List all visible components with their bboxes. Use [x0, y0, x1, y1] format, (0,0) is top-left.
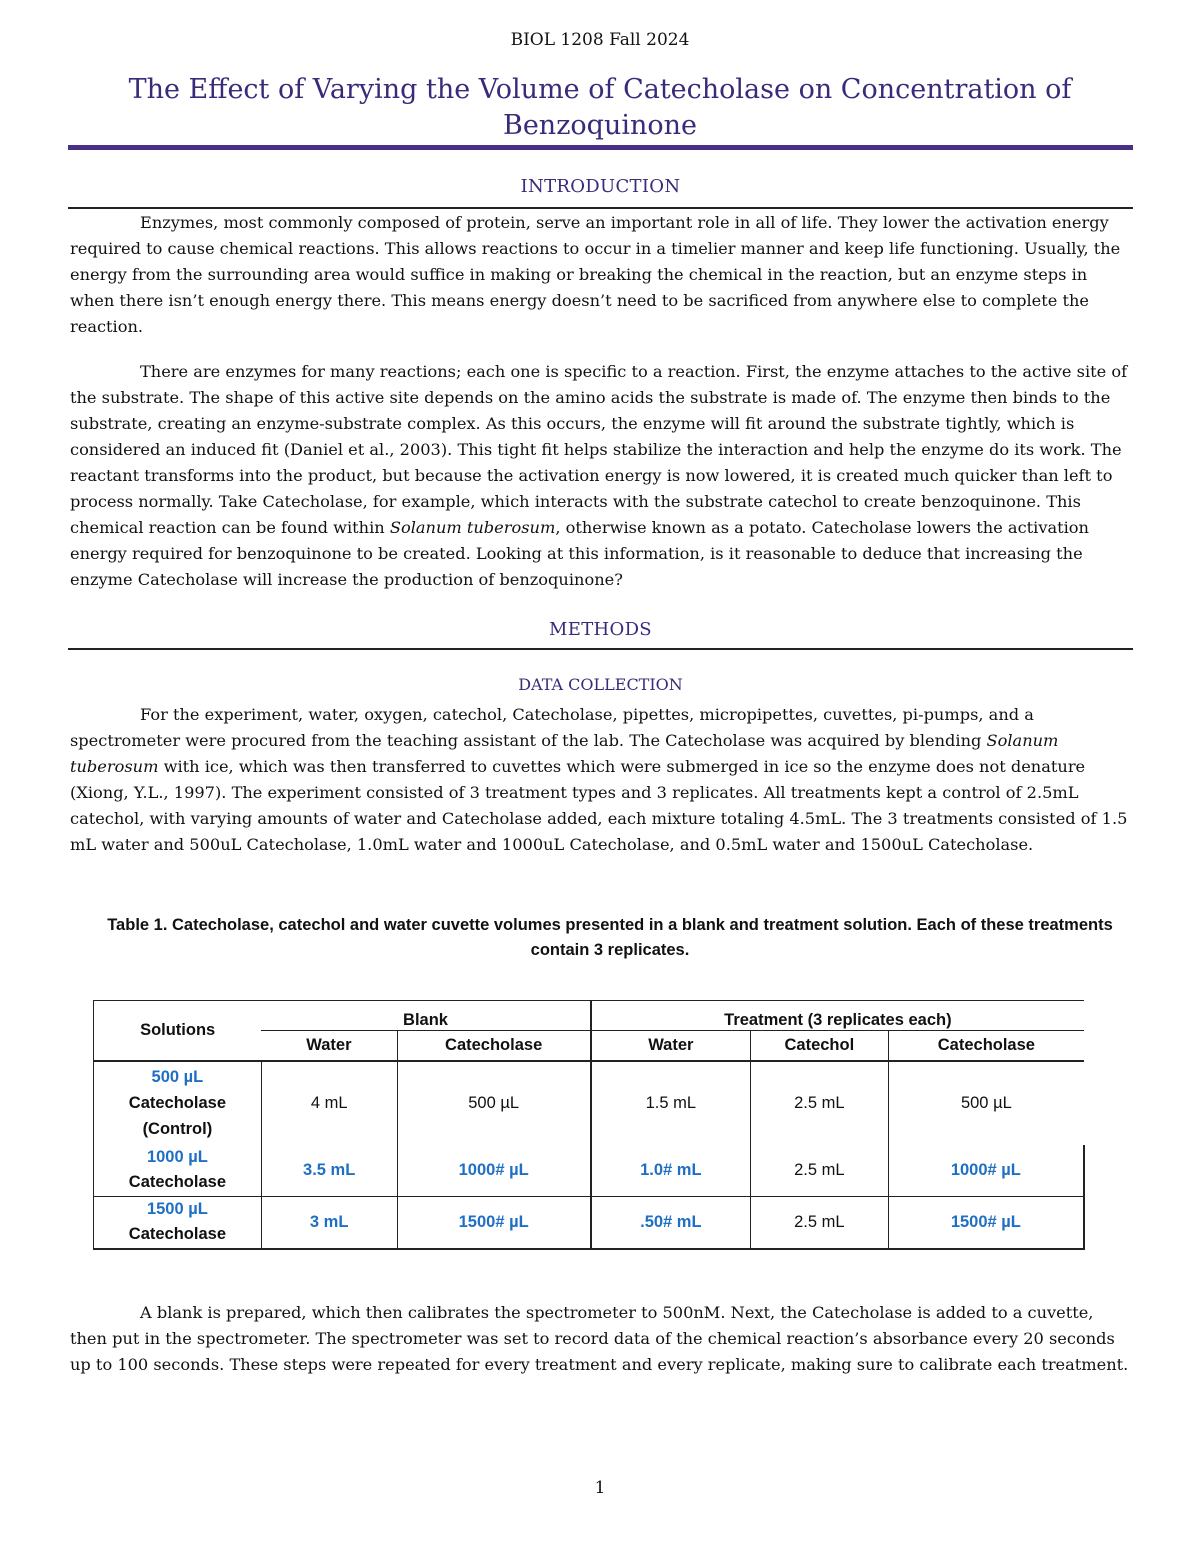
- cell-treatment-water: .50# mL: [591, 1197, 751, 1249]
- introduction-heading: INTRODUCTION: [520, 176, 681, 197]
- cell-blank-catecholase: 1000# µL: [397, 1145, 591, 1197]
- cell-treatment-catechol: 2.5 mL: [750, 1197, 888, 1249]
- header-solutions: Solutions: [94, 1001, 262, 1061]
- introduction-paragraph-2: [70, 359, 1132, 593]
- document-title: The Effect of Varying the Volume of Catecholase on Concentration of Benzoquinone: [128, 74, 1072, 141]
- cell-blank-catecholase: 1500# µL: [397, 1197, 591, 1249]
- course-header: BIOL 1208 Fall 2024: [510, 30, 690, 50]
- table-row: [94, 1061, 1085, 1145]
- methods-p1-text-a: For the experiment, water, oxygen, catechol, Catecholase, pipettes, micropipettes, cuvettes, pi-pumps, and a spectrometer were procured from the teaching assistant of the lab. The Catecholase was acquired by blending: [70, 705, 1034, 750]
- introduction-paragraph-1: [70, 210, 1132, 340]
- introduction-p1-text: Enzymes, most commonly composed of protein, serve an important role in all of life. They lower the activation energy required to cause chemical reactions. This allows reactions to occur in a timelier manner and keep life functioning. Usually, the energy from the surrounding area would suffice in making or breaking the chemical in the reaction, but an enzyme steps in when there isn’t enough energy there. This means energy doesn’t need to be sacrificed from anywhere else to complete the reaction.: [70, 213, 1121, 336]
- row-name: Catecholase: [128, 1173, 226, 1192]
- table-caption: Table 1. Catecholase, catechol and water cuvette volumes presented in a blank and treatment solution. Each of these treatments contain 3 replicates.: [107, 916, 1113, 959]
- methods-divider: [68, 648, 1133, 650]
- header-treatment-catecholase: Catecholase: [888, 1031, 1084, 1061]
- methods-p2-text: A blank is prepared, which then calibrates the spectrometer to 500nM. Next, the Catecholase is added to a cuvette, then put in the spectrometer. The spectrometer was set to record data of the chemical reaction’s absorbance every 20 seconds up to 100 seconds. These steps were repeated for every treatment and every replicate, making sure to calibrate each treatment.: [70, 1303, 1129, 1374]
- row-volume: 1500 µL: [146, 1200, 208, 1219]
- methods-paragraph-1: [70, 702, 1132, 858]
- species-name: Solanum tuberosum: [389, 518, 556, 537]
- cell-treatment-catecholase: 1500# µL: [888, 1197, 1084, 1249]
- introduction-p2-text-a: There are enzymes for many reactions; each one is specific to a reaction. First, the enzyme attaches to the active site of the substrate. The shape of this active site depends on the amino acids the substrate is made of. The enzyme then binds to the substrate, creating an enzyme-substrate complex. As this occurs, the enzyme will fit around the substrate tightly, which is considered an induced fit (Daniel et al., 2003). This tight fit helps stabilize the interaction and help the enzyme do its work. The reactant transforms into the product, but because the activation energy is now lowered, it is created much quicker than left to process normally. Take Catecholase, for example, which interacts with the substrate catechol to create benzoquinone. This chemical reaction can be found within: [70, 362, 1128, 537]
- cell-treatment-catechol: 2.5 mL: [750, 1145, 888, 1197]
- introduction-divider: [68, 207, 1133, 209]
- cell-treatment-catechol: 2.5 mL: [750, 1061, 888, 1145]
- cell-blank-water: 3.5 mL: [261, 1145, 397, 1197]
- introduction-p2-text-b: , otherwise known as a potato. Catecholase lowers the activation energy required for benzoquinone to be created. Looking at this information, is it reasonable to deduce that increasing the enzyme Catecholase will increase the production of benzoquinone?: [70, 518, 1089, 589]
- methods-paragraph-2: [70, 1300, 1132, 1378]
- row-volume: 500 µL: [151, 1068, 204, 1086]
- cell-blank-water: 3 mL: [261, 1197, 397, 1249]
- cell-treatment-water: 1.5 mL: [591, 1061, 751, 1145]
- header-blank: Blank: [261, 1001, 590, 1031]
- row-label: [94, 1061, 262, 1145]
- cell-blank-catecholase: 500 µL: [397, 1061, 591, 1145]
- row-note: (Control): [142, 1120, 213, 1138]
- methods-p1-text-b: with ice, which was then transferred to cuvettes which were submerged in ice so the enzyme does not denature (Xiong, Y.L., 1997). The experiment consisted of 3 treatment types and 3 replicates. All treatments kept a control of 2.5mL catechol, with varying amounts of water and Catecholase added, each mixture totaling 4.5mL. The 3 treatments consisted of 1.5 mL water and 500uL Catecholase, 1.0mL water and 1000uL Catecholase, and 0.5mL water and 1500uL Catecholase.: [70, 757, 1128, 854]
- volumes-table: [93, 1000, 1085, 1250]
- header-treatment-catechol: Catechol: [750, 1031, 888, 1061]
- table-row: [94, 1197, 1085, 1249]
- header-treatment: Treatment (3 replicates each): [591, 1001, 1084, 1031]
- row-name: Catecholase: [128, 1225, 226, 1244]
- header-treatment-water: Water: [591, 1031, 751, 1061]
- title-divider: [68, 145, 1133, 150]
- row-label: [94, 1197, 262, 1249]
- row-volume: 1000 µL: [146, 1148, 208, 1167]
- page-number: 1: [594, 1478, 606, 1498]
- data-collection-subheading: DATA COLLECTION: [518, 675, 683, 694]
- header-blank-catecholase: Catecholase: [397, 1031, 591, 1061]
- cell-treatment-catecholase: 1000# µL: [888, 1145, 1084, 1197]
- cell-blank-water: 4 mL: [310, 1093, 348, 1112]
- cell-treatment-water: 1.0# mL: [591, 1145, 751, 1197]
- species-name-methods: Solanum tuberosum: [70, 731, 1059, 776]
- table-row: [94, 1145, 1085, 1197]
- row-name: Catecholase: [128, 1094, 226, 1112]
- row-label: [94, 1145, 262, 1197]
- header-blank-water: Water: [261, 1031, 397, 1061]
- methods-heading: METHODS: [549, 619, 652, 640]
- cell-treatment-catecholase: 500 µL: [888, 1061, 1084, 1145]
